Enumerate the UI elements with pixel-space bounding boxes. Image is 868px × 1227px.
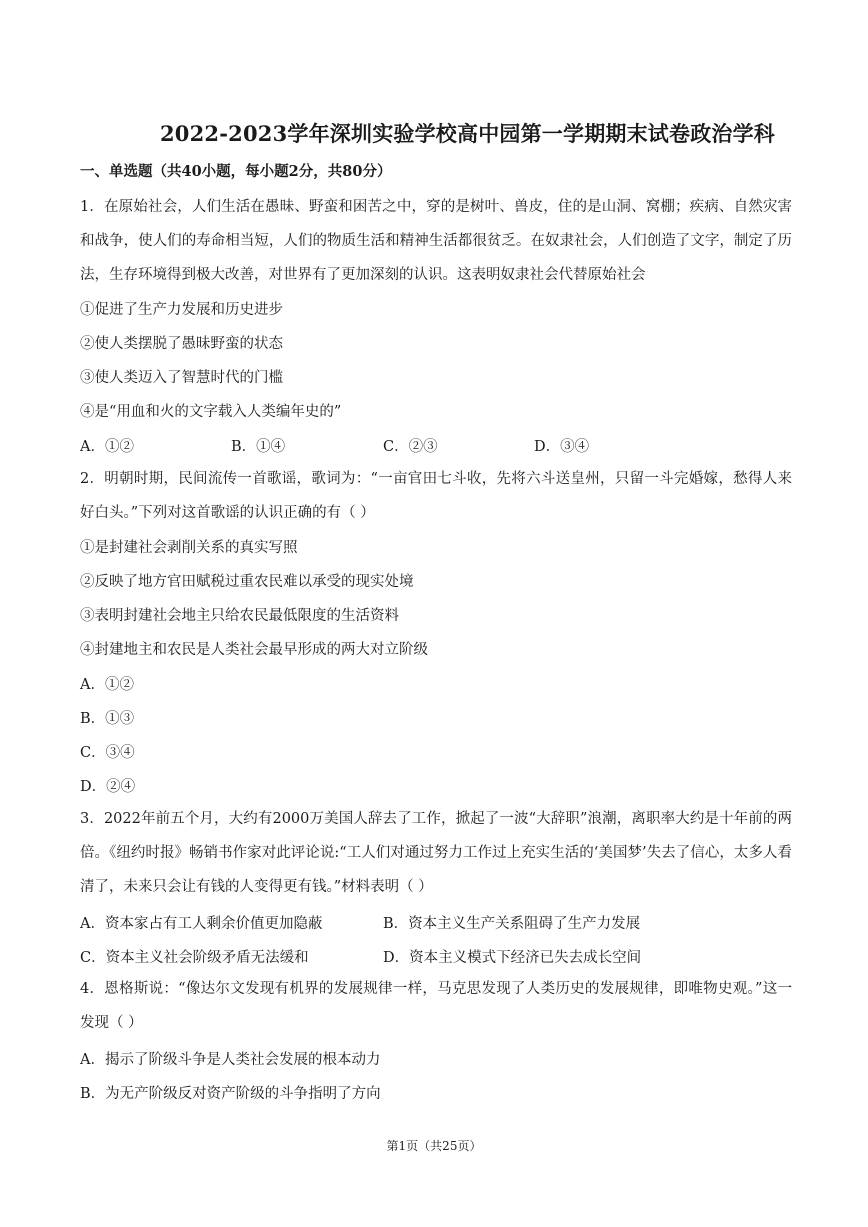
question-2-item-1: ①是封建社会剥削关系的真实写照: [80, 540, 298, 556]
question-1-option-b: B．①④: [231, 439, 286, 455]
section-heading: 一、单选题（共40小题，每小题2分，共80分）: [80, 163, 392, 180]
question-2-stem: 2．明朝时期，民间流传一首歌谣，歌词为：“一亩官田七斗收，先将六斗送皇州，只留一斗完婚嫁，愁得人来好白头。”下列对这首歌谣的认识正确的有（ ）: [80, 471, 792, 521]
question-2-option-b: B．①③: [80, 711, 135, 727]
question-2-option-d: D．②④: [80, 779, 136, 795]
question-4-option-b: B．为无产阶级反对资产阶级的斗争指明了方向: [80, 1086, 381, 1102]
page-footer: 第1页（共25页）: [386, 1139, 482, 1153]
question-3-option-c: C．资本主义社会阶级矛盾无法缓和: [80, 950, 309, 966]
document-title: 2022-2023学年深圳实验学校高中园第一学期期末试卷政治学科: [160, 121, 776, 146]
question-1-item-1: ①促进了生产力发展和历史进步: [80, 302, 283, 318]
question-1-option-d: D．③④: [534, 439, 590, 455]
question-4-stem: 4．恩格斯说：“像达尔文发现有机界的发展规律一样，马克思发现了人类历史的发展规律，即唯物史观。”这一发现（ ）: [80, 981, 792, 1031]
question-1-stem: 1．在原始社会，人们生活在愚昧、野蛮和困苦之中，穿的是树叶、兽皮，住的是山洞、窝棚；疾病、自然灾害和战争，使人们的寿命相当短，人们的物质生活和精神生活都很贫乏。在奴隶社会，人们创造了文字，制定了历法，生存环境得到极大改善，对世界有了更加深刻的认识。这表明奴隶社会代替原始社会: [80, 199, 792, 283]
question-3-option-d: D．资本主义模式下经济已失去成长空间: [383, 950, 642, 966]
question-1-item-4: ④是“用血和火的文字载入人类编年史的”: [80, 404, 342, 420]
question-4-option-a: A．揭示了阶级斗争是人类社会发展的根本动力: [80, 1052, 381, 1068]
question-1-item-2: ②使人类摆脱了愚昧野蛮的状态: [80, 336, 283, 352]
question-2-item-2: ②反映了地方官田赋税过重农民难以承受的现实处境: [80, 574, 414, 590]
question-1-option-a: A．①②: [80, 439, 134, 455]
question-3-option-a: A．资本家占有工人剩余价值更加隐蔽: [80, 916, 323, 932]
question-2-item-4: ④封建地主和农民是人类社会最早形成的两大对立阶级: [80, 642, 428, 658]
question-1-option-c: C．②③: [383, 439, 438, 455]
question-3-option-b: B．资本主义生产关系阻碍了生产力发展: [383, 916, 641, 932]
question-3-stem: 3．2022年前五个月，大约有2000万美国人辞去了工作，掀起了一波“大辞职”浪潮，离职率大约是十年前的两倍。《纽约时报》畅销书作家对此评论说:“工人们对通过努力工作过上充实生活的‘美国梦’失去了信心，太多人看清了，未来只会让有钱的人变得更有钱。”材料表明（ ）: [80, 811, 792, 895]
question-1-item-3: ③使人类迈入了智慧时代的门槛: [80, 370, 283, 386]
question-2-option-c: C．③④: [80, 745, 135, 761]
question-2-option-a: A．①②: [80, 677, 134, 693]
question-2-item-3: ③表明封建社会地主只给农民最低限度的生活资料: [80, 608, 399, 624]
